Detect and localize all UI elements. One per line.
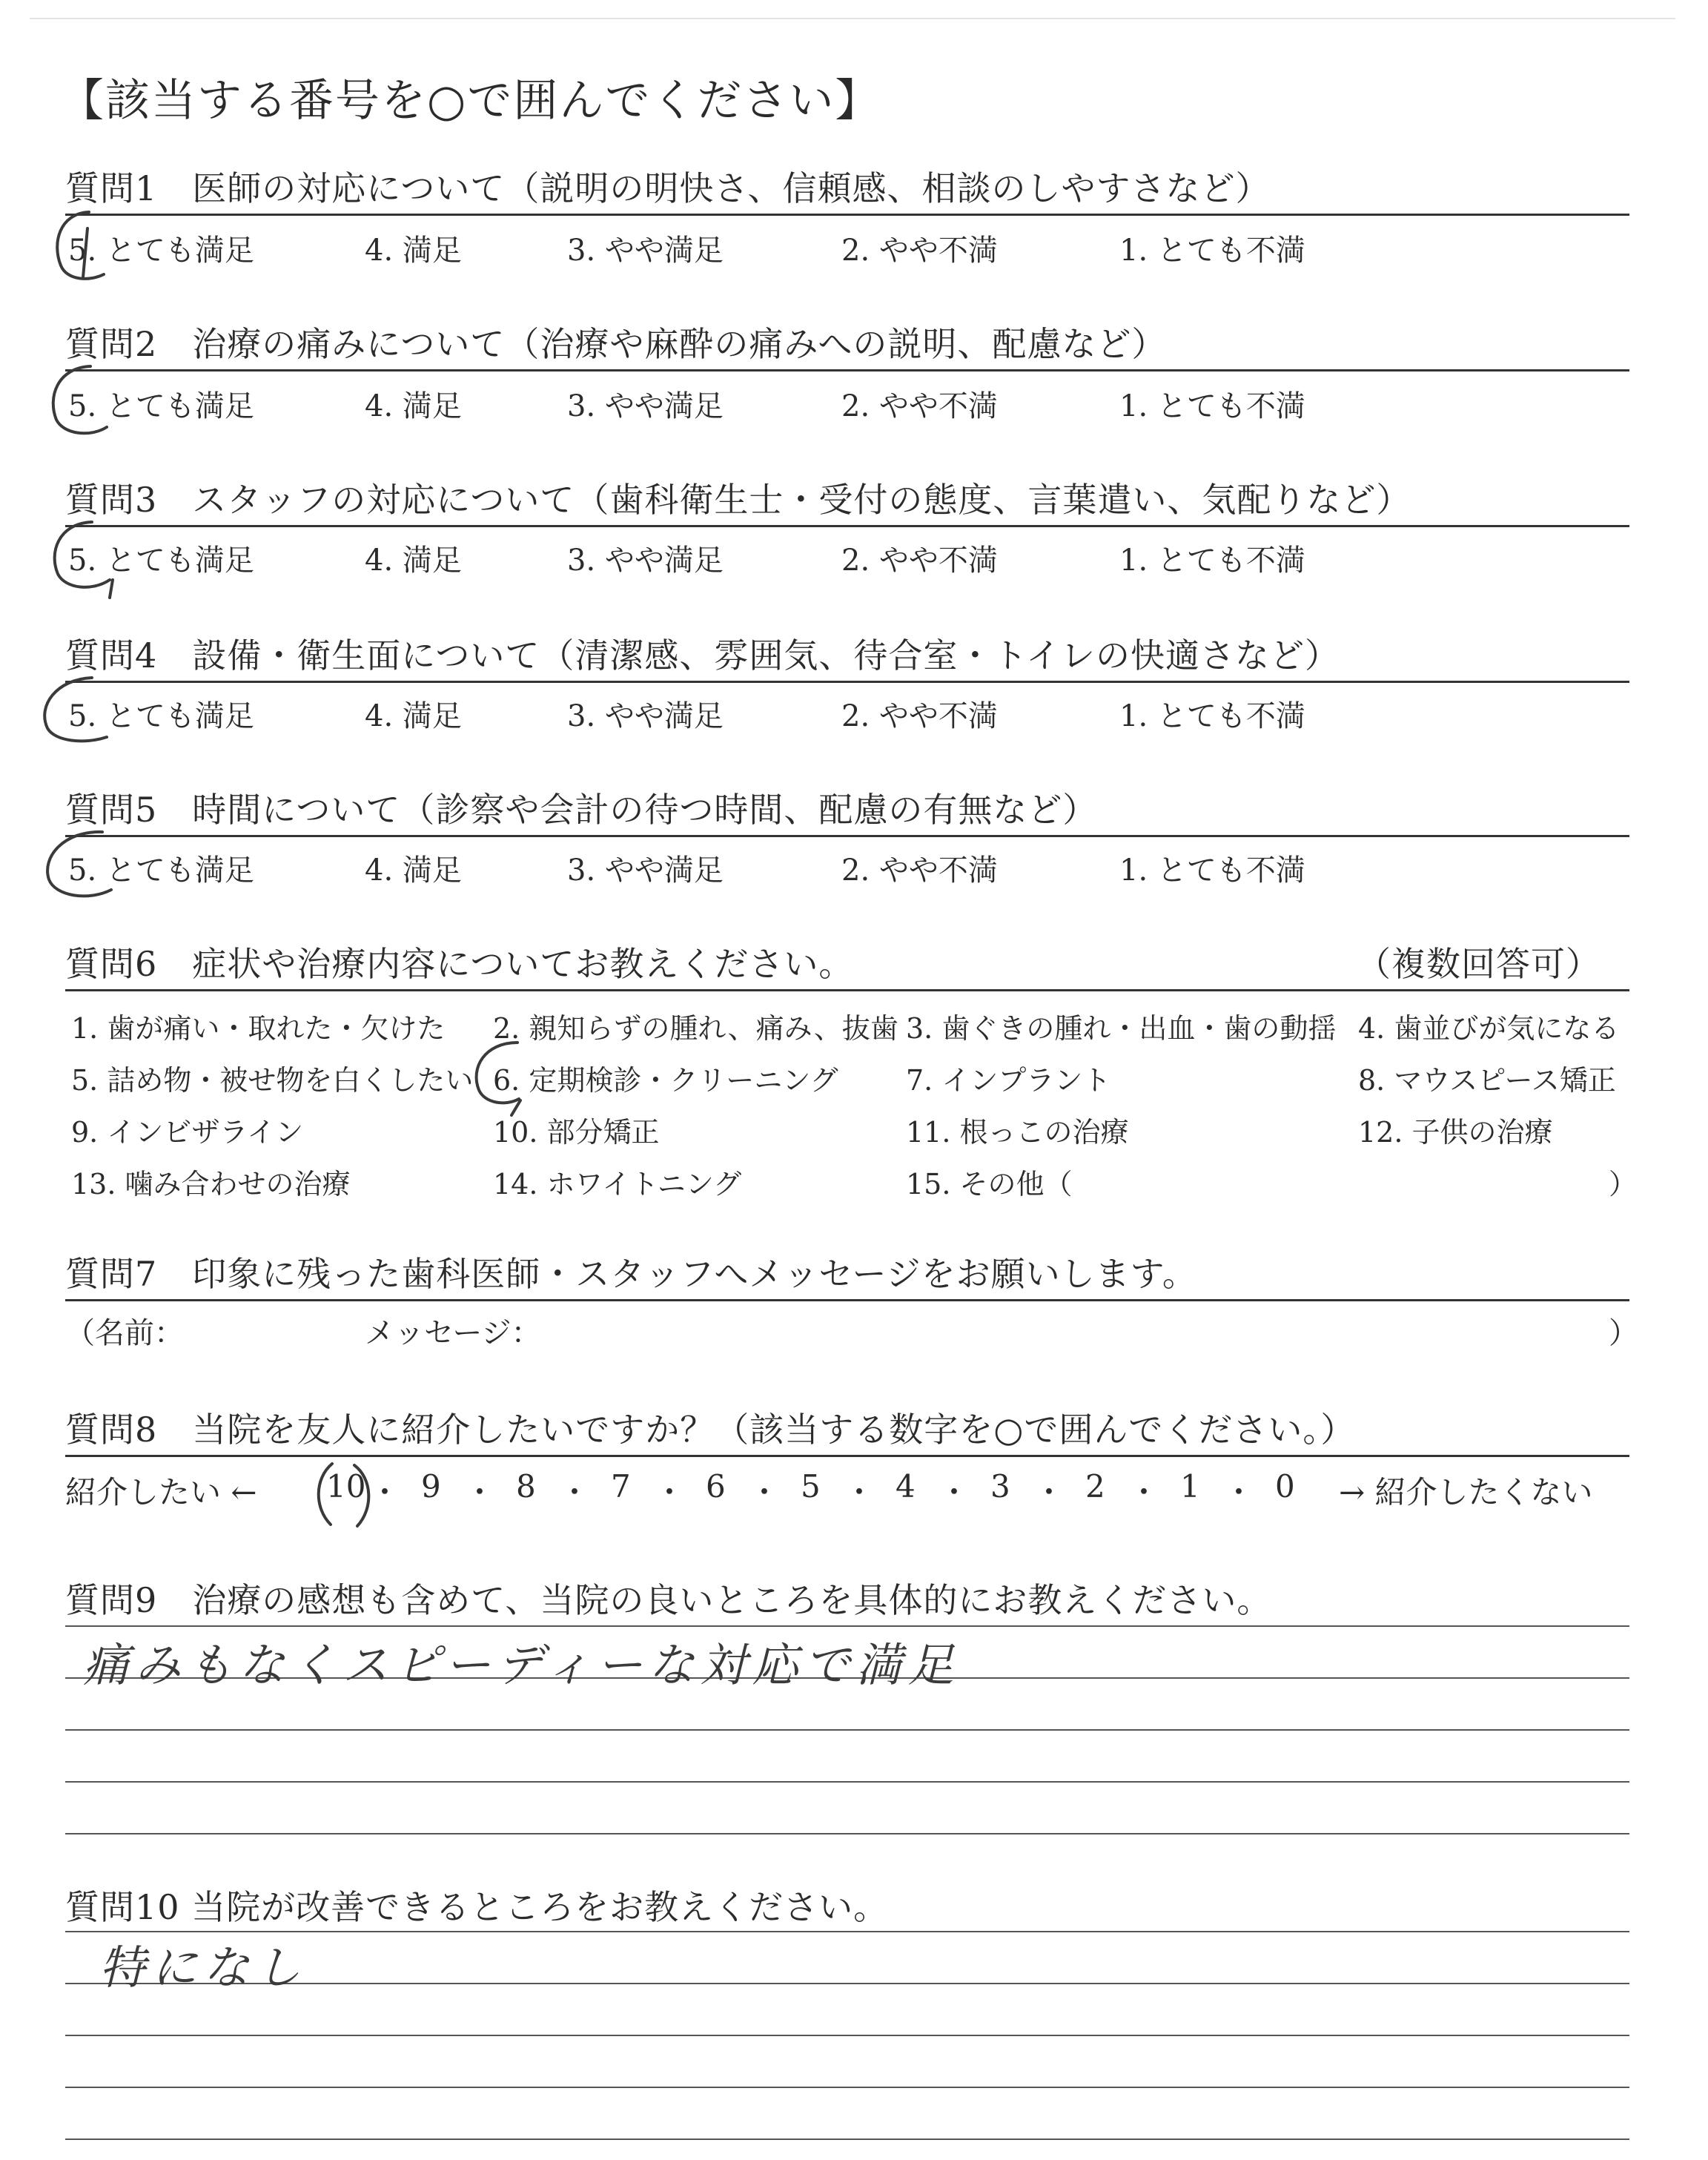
q6-option-6[interactable]: 6. 定期検診・クリーニング <box>493 1064 838 1097</box>
q10-line-4 <box>65 2087 1629 2088</box>
q8-scale-value-9[interactable]: 9 <box>421 1468 441 1505</box>
q4-option-3[interactable]: 3. やや満足 <box>567 699 724 733</box>
q8-scale-value-10[interactable]: 10 <box>326 1468 366 1505</box>
q3-option-4[interactable]: 4. 満足 <box>365 544 462 578</box>
q8-scale-value-5[interactable]: 5 <box>801 1468 821 1505</box>
q8-scale-separator: ・ <box>1033 1474 1065 1510</box>
question-7-rule <box>65 1299 1629 1301</box>
q1-selection-circle-mark <box>44 206 126 288</box>
q9-line-5 <box>65 1833 1629 1834</box>
q3-option-2[interactable]: 2. やや不満 <box>841 544 998 578</box>
question-9-heading: 質問9 治療の感想も含めて、当院の良いところを具体的にお教えください。 <box>65 1580 1272 1620</box>
q8-scale-separator: ・ <box>844 1474 875 1510</box>
q8-scale-value-0[interactable]: 0 <box>1275 1468 1295 1505</box>
q8-scale-separator: ・ <box>559 1474 591 1510</box>
q6-option-15[interactable]: 15. その他（ <box>906 1168 1073 1200</box>
q5-option-3[interactable]: 3. やや満足 <box>567 853 724 888</box>
q10-handwritten-answer[interactable]: 特になし <box>99 1941 308 1995</box>
q4-selection-circle-mark <box>30 672 119 753</box>
q8-scale-separator: ・ <box>1223 1474 1255 1510</box>
q6-close-paren: ） <box>1609 1168 1638 1200</box>
q8-scale-value-8[interactable]: 8 <box>516 1468 536 1505</box>
q2-option-3[interactable]: 3. やや満足 <box>567 389 724 423</box>
question-2-heading: 質問2 治療の痛みについて（治療や麻酔の痛みへの説明、配慮など） <box>65 324 1167 364</box>
q7-name-label[interactable]: （名前： <box>65 1316 184 1350</box>
q8-scale-separator: ・ <box>369 1474 401 1510</box>
q3-option-5[interactable]: 5. とても満足 <box>68 544 254 578</box>
page-title: 【該当する番号を○で囲んでください】 <box>59 75 881 127</box>
q4-option-2[interactable]: 2. やや不満 <box>841 699 998 733</box>
q4-option-5[interactable]: 5. とても満足 <box>68 699 254 733</box>
q4-option-4[interactable]: 4. 満足 <box>365 699 462 733</box>
question-2-rule <box>65 369 1629 371</box>
question-6-heading: 質問6 症状や治療内容についてお教えください。 <box>65 944 854 984</box>
question-5-rule <box>65 835 1629 837</box>
q6-selection-circle-mark <box>460 1038 541 1120</box>
q6-option-5[interactable]: 5. 詰め物・被せ物を白くしたい <box>71 1064 474 1097</box>
question-10-heading: 質問10 当院が改善できるところをお教えください。 <box>65 1887 889 1927</box>
q9-line-3 <box>65 1729 1629 1731</box>
question-1-heading: 質問1 医師の対応について（説明の明快さ、信頼感、相談のしやすさなど） <box>65 168 1271 208</box>
q8-scale-separator: ・ <box>749 1474 781 1510</box>
q9-handwritten-answer[interactable]: 痛みもなくスピーディーな対応で満足 <box>83 1638 960 1692</box>
q1-option-3[interactable]: 3. やや満足 <box>567 234 724 268</box>
q8-scale-value-7[interactable]: 7 <box>611 1468 631 1505</box>
q1-option-1[interactable]: 1. とても不満 <box>1119 234 1305 268</box>
q9-line-4 <box>65 1781 1629 1783</box>
scan-edge <box>30 18 1675 19</box>
q6-option-14[interactable]: 14. ホワイトニング <box>493 1168 742 1200</box>
q6-option-3[interactable]: 3. 歯ぐきの腫れ・出血・歯の動揺 <box>906 1012 1337 1045</box>
q5-selection-circle-mark <box>31 828 120 909</box>
q3-option-1[interactable]: 1. とても不満 <box>1119 544 1305 578</box>
q6-option-9[interactable]: 9. インビザライン <box>71 1116 304 1149</box>
question-8-rule <box>65 1455 1629 1457</box>
q1-option-4[interactable]: 4. 満足 <box>365 234 462 268</box>
q6-option-13[interactable]: 13. 噛み合わせの治療 <box>71 1168 351 1200</box>
question-7-heading: 質問7 印象に残った歯科医師・スタッフへメッセージをお願いします。 <box>65 1254 1197 1294</box>
q8-selection-circle-mark <box>310 1456 391 1538</box>
q8-scale-value-4[interactable]: 4 <box>896 1468 916 1505</box>
q8-right-label: → 紹介したくない <box>1339 1474 1593 1510</box>
q10-line-5 <box>65 2138 1629 2140</box>
q6-option-7[interactable]: 7. インプラント <box>906 1064 1111 1097</box>
q6-option-8[interactable]: 8. マウスピース矯正 <box>1358 1064 1616 1097</box>
q2-option-4[interactable]: 4. 満足 <box>365 389 462 423</box>
q5-option-4[interactable]: 4. 満足 <box>365 853 462 888</box>
question-3-rule <box>65 525 1629 527</box>
q7-message-label[interactable]: メッセージ： <box>365 1316 541 1350</box>
question-1-rule <box>65 214 1629 216</box>
q8-scale-separator: ・ <box>1128 1474 1160 1510</box>
q10-line-3 <box>65 2035 1629 2036</box>
q6-option-4[interactable]: 4. 歯並びが気になる <box>1358 1012 1620 1045</box>
q8-scale-value-6[interactable]: 6 <box>706 1468 726 1505</box>
q2-option-1[interactable]: 1. とても不満 <box>1119 389 1305 423</box>
question-4-rule <box>65 681 1629 683</box>
q1-option-2[interactable]: 2. やや不満 <box>841 234 998 268</box>
q5-option-1[interactable]: 1. とても不満 <box>1119 853 1305 888</box>
q7-close-paren: ） <box>1609 1316 1638 1350</box>
q8-scale-value-3[interactable]: 3 <box>990 1468 1010 1505</box>
q6-option-2[interactable]: 2. 親知らずの腫れ、痛み、抜歯 <box>493 1012 898 1045</box>
q8-scale-separator: ・ <box>939 1474 970 1510</box>
question-3-heading: 質問3 スタッフの対応について（歯科衛生士・受付の態度、言葉遣い、気配りなど） <box>65 480 1411 520</box>
q6-option-11[interactable]: 11. 根っこの治療 <box>906 1116 1129 1149</box>
question-4-heading: 質問4 設備・衛生面について（清潔感、雰囲気、待合室・トイレの快適さなど） <box>65 635 1340 676</box>
q5-option-2[interactable]: 2. やや不満 <box>841 853 998 888</box>
q3-selection-circle-mark <box>39 518 128 607</box>
q2-option-2[interactable]: 2. やや不満 <box>841 389 998 423</box>
q8-scale-value-1[interactable]: 1 <box>1180 1468 1200 1505</box>
q5-option-5[interactable]: 5. とても満足 <box>68 853 254 888</box>
q8-scale-separator: ・ <box>654 1474 686 1510</box>
q8-scale-value-2[interactable]: 2 <box>1085 1468 1105 1505</box>
q1-option-5[interactable]: 5. とても満足 <box>68 234 254 268</box>
q6-option-1[interactable]: 1. 歯が痛い・取れた・欠けた <box>71 1012 446 1045</box>
q6-option-12[interactable]: 12. 子供の治療 <box>1358 1116 1553 1149</box>
q6-option-10[interactable]: 10. 部分矯正 <box>493 1116 660 1149</box>
q8-left-label: 紹介したい ← <box>65 1474 257 1510</box>
question-6-rule <box>65 989 1629 991</box>
q2-option-5[interactable]: 5. とても満足 <box>68 389 254 423</box>
q9-line-1 <box>65 1625 1629 1627</box>
q4-option-1[interactable]: 1. とても不満 <box>1119 699 1305 733</box>
question-8-heading: 質問8 当院を友人に紹介したいですか？（該当する数字を○で囲んでください。） <box>65 1410 1356 1450</box>
q3-option-3[interactable]: 3. やや満足 <box>567 544 724 578</box>
question-6-note: （複数回答可） <box>1357 944 1601 984</box>
q8-scale-separator: ・ <box>464 1474 496 1510</box>
q2-selection-circle-mark <box>39 362 120 443</box>
question-5-heading: 質問5 時間について（診察や会計の待つ時間、配慮の有無など） <box>65 790 1098 830</box>
